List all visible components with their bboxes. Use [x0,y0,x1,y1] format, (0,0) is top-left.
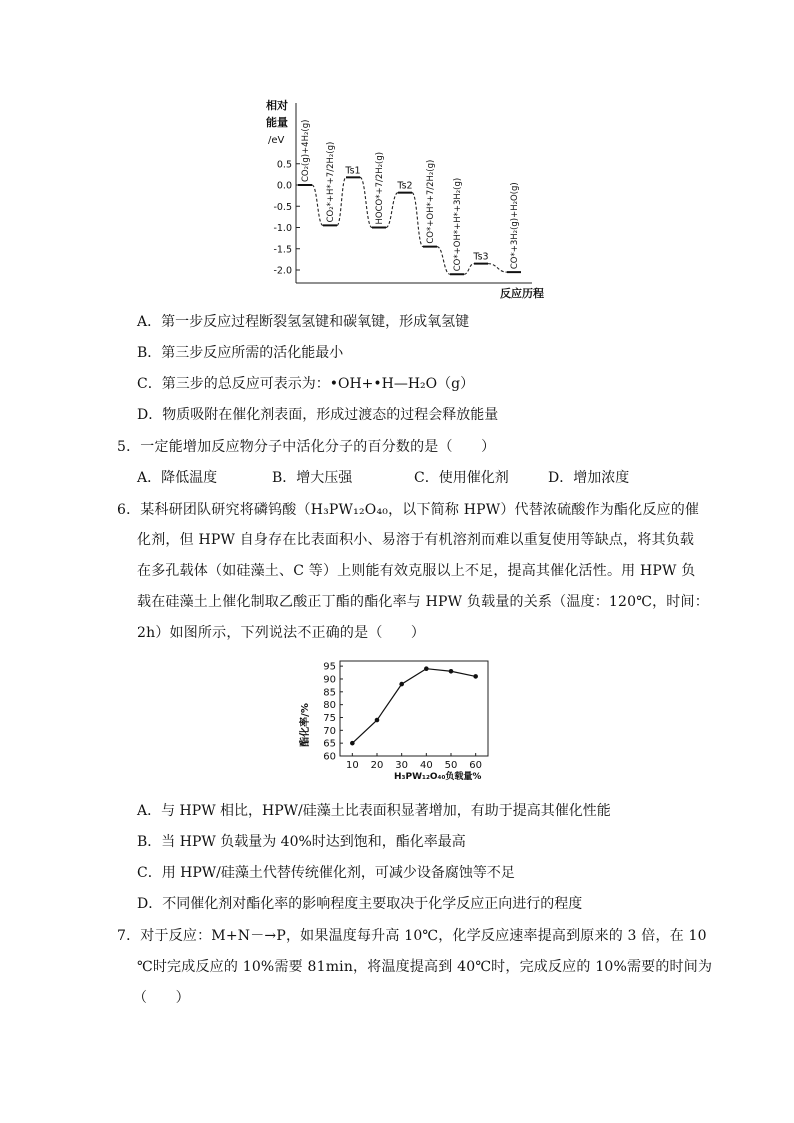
energy-connector [337,177,346,225]
energy-y-title-2: 能量 [266,116,288,129]
energy-ts-label: Ts3 [473,251,489,263]
chart-y-tick-label: 60 [323,751,336,763]
energy-x-title: 反应历程 [500,287,544,300]
chart-y-label: 酯化率/% [300,703,311,747]
chart-x-tick-label: 30 [395,760,409,771]
q5-option-c: C．使用催化剂 [414,470,509,486]
q4-option-b: B．第三步反应所需的活化能最小 [137,345,344,361]
energy-ts-label: Ts1 [345,165,361,177]
q5-stem: 5．一定能增加反应物分子中活化分子的百分数的是（ ） [117,439,496,455]
chart-x-label: H₃PW₁₂O₄₀负载量% [394,772,482,782]
q6-line-2: 化剂，但 HPW 自身存在比表面积小、易溶于有机溶剂而难以重复使用等缺点，将其负载 [137,532,695,548]
energy-connector [464,264,474,275]
chart-x-tick-label: 10 [345,760,359,771]
energy-profile-figure [262,95,552,305]
energy-state-label: HOCO*+7/2H₂(g) [375,151,385,225]
q6-option-c: C．用 HPW/硅藻土代替传统催化剂，可减少设备腐蚀等不足 [137,865,515,881]
chart-data-point [399,682,404,687]
energy-profile-svg [262,95,552,305]
energy-connector [386,193,398,228]
q7-line-1: 7．对于反应：M+N－→P，如果温度每升高 10℃，化学反应速率提高到原来的 3 倍，在 10 [117,928,707,944]
chart-series-line [352,669,475,743]
chart-y-tick-label: 65 [323,738,336,750]
q5-option-a: A．降低温度 [137,470,218,486]
energy-connector [360,177,372,227]
energy-state-label: CO₂(g)+4H₂(g) [301,119,311,182]
q4-option-a: A．第一步反应过程断裂氢氢键和碳氧键，形成氧氢键 [137,314,470,330]
chart-x-tick-label: 20 [370,760,384,771]
chart-y-tick-label: 85 [323,687,336,699]
chart-data-point [350,741,355,746]
energy-ts-label: Ts2 [397,180,413,192]
chart-y-tick-label: 80 [323,700,336,712]
energy-y-tick-label: 0.0 [276,180,292,192]
energy-y-tick-label: -2.0 [273,265,292,277]
q6-line-5: 2h）如图所示，下列说法不正确的是（ ） [137,625,426,641]
energy-state-label: CO*+OH*+H*+3H₂(g) [453,177,463,272]
chart-x-tick-label: 50 [444,760,458,771]
chart-data-point [449,669,454,674]
energy-state-label: CO*+OH*+7/2H₂(g) [426,159,436,244]
energy-connector [312,185,323,225]
energy-y-title-1: 相对 [266,99,288,112]
energy-connector [412,193,423,247]
chart-plot-frame [340,661,488,756]
chart-x-tick-label: 40 [419,760,433,771]
q7-line-2: ℃时完成反应的 10%需要 81min，将温度提高到 40℃时，完成反应的 10%需要的时间为 [137,959,713,975]
energy-y-tick-label: -1.5 [273,244,292,256]
energy-state-label: CO₂*+H*+7/2H₂(g) [326,141,336,223]
energy-connector [437,247,450,275]
q4-option-d: D．物质吸附在催化剂表面，形成过渡态的过程会释放能量 [137,407,499,423]
q6-option-a: A．与 HPW 相比，HPW/硅藻土比表面积显著增加，有助于提高其催化性能 [137,803,611,819]
esterification-chart-svg [294,655,504,785]
chart-y-tick-label: 75 [323,712,336,724]
chart-y-tick-label: 95 [323,661,336,673]
q7-line-3: （ ） [133,990,190,1006]
energy-y-unit: /eV [268,135,285,146]
energy-y-tick-label: -0.5 [273,201,292,213]
q6-line-3: 在多孔载体（如硅藻土、C 等）上则能有效克服以上不足，提高其催化活性。用 HPW 负 [137,563,696,579]
q6-line-4: 载在硅藻土上催化制取乙酸正丁酯的酯化率与 HPW 负载量的关系（温度：120℃，时间： [137,594,709,610]
chart-y-tick-label: 90 [323,674,336,686]
q6-option-d: D．不同催化剂对酯化率的影响程度主要取决于化学反应正向进行的程度 [137,896,583,912]
q6-option-b: B．当 HPW 负载量为 40%时达到饱和，酯化率最高 [137,834,466,850]
energy-y-tick-label: -1.0 [273,223,292,234]
q4-option-c: C．第三步的总反应可表示为：•OH+•H—H₂O（g） [137,376,475,392]
energy-connector [488,264,507,273]
chart-x-tick-label: 60 [469,760,483,771]
chart-data-point [424,666,429,671]
energy-state-label: CO*+3H₂(g)+H₂O(g) [510,182,520,270]
energy-y-tick-label: 0.5 [276,159,292,171]
chart-data-point [375,718,380,723]
esterification-chart [294,655,504,785]
chart-y-tick-label: 70 [323,725,336,737]
q5-option-b: B．增大压强 [272,470,353,486]
q5-option-d: D．增加浓度 [548,470,630,486]
chart-data-point [473,674,478,679]
q6-line-1: 6．某科研团队研究将磷钨酸（H₃PW₁₂O₄₀，以下简称 HPW）代替浓硫酸作为酯化反应的催 [117,502,700,518]
